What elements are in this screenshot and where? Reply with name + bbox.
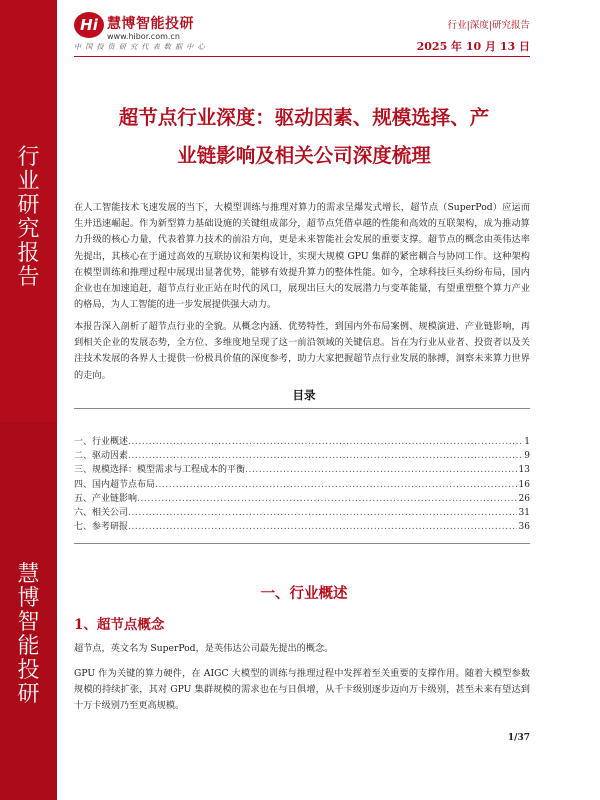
toc-leader: [137, 492, 517, 506]
logo-url: www.hibor.com.cn: [107, 32, 180, 41]
sidebar: [0, 0, 57, 800]
logo-slogan: 中 国 投 资 研 究 代 表 数 据 中 心: [74, 43, 206, 51]
report-title-line-2: 业链影响及相关公司深度梳理: [177, 144, 431, 167]
toc-item-page: 31: [518, 508, 530, 519]
page-number: 1/37: [507, 733, 530, 743]
toc-divider-bottom: [74, 543, 530, 544]
toc-item-label: 一、行业概述: [74, 437, 129, 447]
section-paragraph-1: 超节点，英文名为 SuperPod，是英伟达公司最先提出的概念。: [74, 643, 334, 654]
toc-item-page: 1: [524, 437, 530, 447]
toc-item[interactable]: [74, 435, 530, 449]
sidebar-bottom-band: [0, 422, 57, 800]
toc-leader: [128, 449, 522, 463]
toc-item-page: 13: [518, 465, 530, 476]
report-title-line-1: 超节点行业深度：驱动因素、规模选择、产: [118, 106, 490, 129]
sidebar-brand-label: [0, 563, 57, 707]
header-divider: [74, 56, 530, 57]
report-meta: [417, 17, 530, 54]
toc-item-label: 五、产业链影响: [74, 493, 138, 504]
toc-item-label: 三、规模选择：模型需求与工程成本的平衡: [74, 465, 246, 476]
toc-item-label: 七、参考研报: [74, 522, 129, 533]
toc-item[interactable]: [74, 478, 530, 492]
sidebar-report-label-text: 行业研究报告: [17, 145, 40, 290]
toc-item[interactable]: [74, 449, 530, 463]
toc-item-page: 26: [518, 493, 530, 504]
toc-divider-top: [74, 408, 530, 409]
toc-title: 目录: [292, 388, 316, 402]
toc-item-page: 16: [518, 479, 530, 490]
intro-paragraph-1: 在人工智能技术飞速发展的当下，大模型训练与推理对算力的需求呈爆发式增长，超节点（SuperPod）应运而生并迅速崛起。作为新型算力基础设施的关键组成部分，超节点凭借卓越的性能和高效的互联架构，成为推动算力升级的核心力量，代表着算力技术的前沿方向，更是未来智能社会发展的重要支撑。超节点的概念由英伟达率先提出，其核心在于通过高效的互联协议和架构设计，实现大规模 GPU 集群的紧密耦合与协同工作。这种架构在模型训练和推理过程中展现出显著优势，能够有效提升算力的整体性能。如今，全球科技巨头纷纷布局，国内企业也在加速追赶，超节点行业正站在时代的风口，展现出巨大的发展潜力与变革能量，有望重塑整个算力产业的格局，为人工智能的进一步发展提供强大动力。: [74, 202, 530, 311]
toc-leader: [128, 435, 522, 449]
brand-logo[interactable]: [74, 12, 274, 52]
report-title: [74, 99, 534, 175]
toc-leader: [245, 463, 517, 477]
toc-item[interactable]: [74, 492, 530, 506]
intro-paragraph-2: 本报告深入剖析了超节点行业的全貌。从概念内涵、优势特性，到国内外布局案例、规模演进、产业链影响，再到相关企业的发展态势，全方位、多维度地呈现了这一前沿领域的关键信息。旨在为行业从业者、投资者以及关注技术发展的各界人士提供一份极具价值的深度参考，助力大家把握超节点行业发展的脉搏，洞察未来算力世界的走向。: [74, 321, 530, 381]
table-of-contents: [74, 435, 530, 534]
sidebar-top-band: [0, 0, 57, 422]
toc-item[interactable]: [74, 520, 530, 534]
toc-item-label: 六、相关公司: [74, 508, 129, 519]
logo-name: 慧博智能投研: [107, 16, 194, 32]
toc-leader: [128, 506, 517, 520]
toc-item-label: 四、国内超节点布局: [74, 479, 156, 490]
sidebar-report-label: [0, 146, 57, 290]
toc-item-page: 9: [524, 451, 530, 462]
toc-item[interactable]: [74, 506, 530, 520]
toc-item-page: 36: [518, 522, 530, 533]
sidebar-brand-label-text: 慧博智能投研: [17, 562, 40, 707]
report-type: 行业|深度|研究报告: [447, 20, 530, 31]
toc-leader: [128, 520, 517, 534]
toc-item[interactable]: [74, 463, 530, 477]
toc-item-label: 二、驱动因素: [74, 451, 129, 462]
section-title: 一、行业概述: [260, 585, 348, 602]
subsection-title: 1、超节点概念: [74, 617, 165, 633]
logo-mark-icon: Hi: [74, 12, 104, 38]
toc-leader: [155, 478, 517, 492]
section-paragraph-2: GPU 作为关键的算力硬件，在 AIGC 大模型的训练与推理过程中发挥着至关重要的支撑作用。随着大模型参数规模的持续扩张，其对 GPU 集群规模的需求也在与日俱增，从千卡级别逐步迈向万卡级别，甚至未来有望达到十万卡级别乃至更高规模。: [74, 668, 530, 712]
report-date: 2025 年 10 月 13 日: [416, 40, 530, 53]
